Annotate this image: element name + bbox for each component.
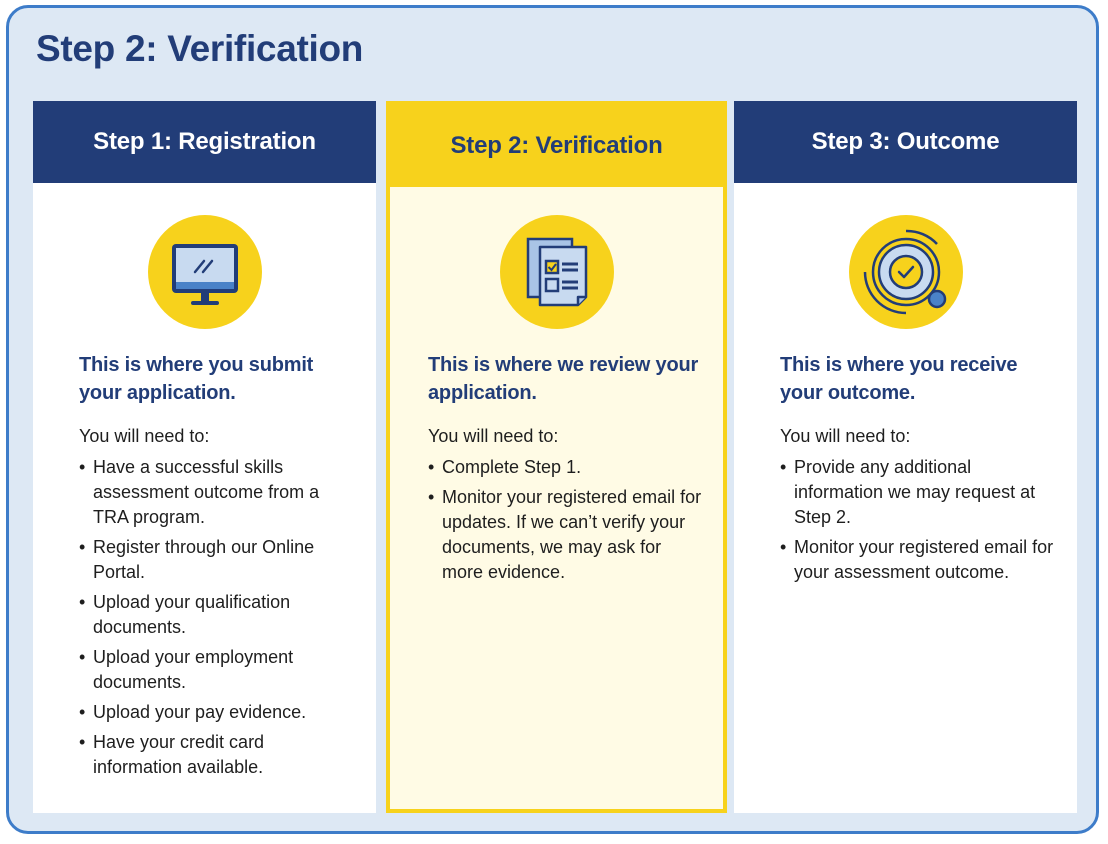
requirements-list [79,455,356,780]
step-card-registration [33,101,376,813]
list-item: • Upload your pay evidence. [79,700,356,725]
need-label: You will need to: [79,426,210,446]
computer-monitor-icon [148,215,262,329]
step-card-verification [386,101,727,813]
list-item: • Upload your employment documents. [79,645,356,695]
step-header: Step 1: Registration [33,101,376,183]
diagram-panel [6,5,1099,834]
list-item: • Provide any additional information we may request at Step 2. [780,455,1057,530]
step-lead: This is where you submit your application. [79,354,314,404]
list-item: • Monitor your registered email for updates. If we can’t verify your documents, we may ask for more evidence. [428,485,703,585]
page-title: Step 2: Verification [36,28,364,69]
list-item: • Have your credit card information available. [79,730,356,780]
step-lead: This is where you receive your outcome. [780,354,1018,404]
step-header: Step 3: Outcome [734,101,1077,183]
list-item: • Complete Step 1. [428,455,703,480]
need-label: You will need to: [780,426,911,446]
need-label: You will need to: [428,426,559,446]
list-item: • Register through our Online Portal. [79,535,356,585]
list-item: • Upload your qualification documents. [79,590,356,640]
document-checklist-icon [500,215,614,329]
list-item: • Monitor your registered email for your assessment outcome. [780,535,1057,585]
list-item: • Have a successful skills assessment outcome from a TRA program. [79,455,356,530]
step-header: Step 2: Verification [386,101,727,187]
requirements-list [780,455,1057,585]
requirements-list [428,455,703,585]
target-check-icon [849,215,963,329]
step-card-outcome [734,101,1077,813]
step-lead: This is where we review your application. [428,354,699,404]
